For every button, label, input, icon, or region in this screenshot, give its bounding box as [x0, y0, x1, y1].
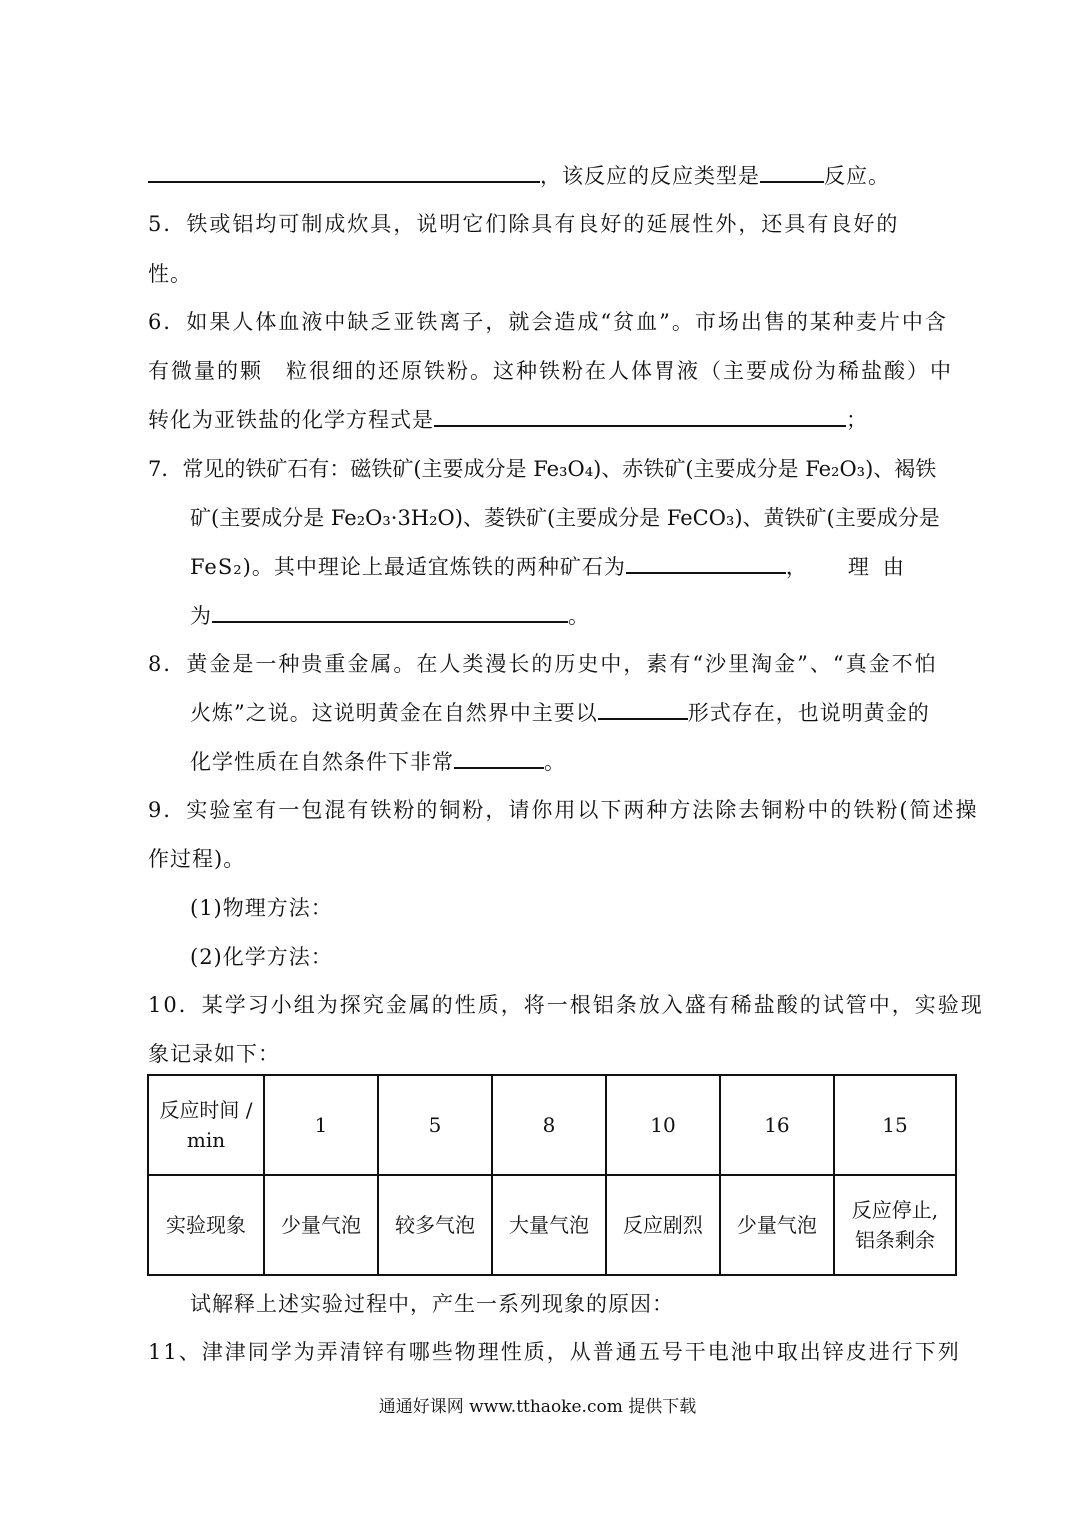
q11-line1: 11、津津同学为弄清锌有哪些物理性质，从普通五号干电池中取出锌皮进行下列: [148, 1340, 961, 1364]
q6-line1: 6．如果人体血液中缺乏亚铁离子，就会造成“贫血”。市场出售的某种麦片中含: [148, 310, 948, 334]
q4-continuation: ，该反应的反应类型是 反应。: [148, 160, 927, 190]
table-cell: 1: [264, 1075, 378, 1175]
table-cell: 16: [720, 1075, 834, 1175]
table-cell: 15: [834, 1075, 956, 1175]
q7-line3: FeS₂)。其中理论上最适宜炼铁的两种矿石为 ， 理由: [190, 555, 918, 579]
table-cell: 反应停止, 铝条剩余: [834, 1175, 956, 1275]
table-cell: 5: [378, 1075, 492, 1175]
q8-line3: 化学性质在自然条件下非常 。: [190, 750, 566, 774]
q6-line2: 有微量的颗 粒很细的还原铁粉。这种铁粉在人体胃液（主要成份为稀盐酸）中: [148, 359, 953, 383]
table-cell: 少量气泡: [720, 1175, 834, 1275]
q7-line2: 矿(主要成分是 Fe₂O₃·3H₂O)、菱铁矿(主要成分是 FeCO₃)、黄铁矿(主要成分是: [190, 506, 940, 530]
table-cell: 8: [492, 1075, 606, 1175]
table-cell: 10: [606, 1075, 720, 1175]
answer-blank: [434, 407, 846, 427]
table-cell: 少量气泡: [264, 1175, 378, 1275]
experiment-table: [147, 1074, 957, 1276]
q10-line2: 象记录如下：: [148, 1042, 280, 1066]
table-cell: 反应剧烈: [606, 1175, 720, 1275]
q5-line2: 性。: [148, 262, 192, 286]
q7-line1: 7．常见的铁矿石有：磁铁矿(主要成分是 Fe₃O₄)、赤铁矿(主要成分是 Fe₂O₃)、褐铁: [148, 457, 937, 481]
page-footer: 通通好课网 www.tthaoke.com 提供下载: [378, 1397, 697, 1417]
table-row: [148, 1075, 956, 1175]
answer-blank: [598, 700, 688, 720]
answer-blank: [626, 554, 786, 574]
table-cell: 大量气泡: [492, 1175, 606, 1275]
q5-line1: 5．铁或铝均可制成炊具，说明它们除具有良好的延展性外，还具有良好的: [148, 212, 900, 236]
table-cell: 反应时间 / min: [148, 1075, 264, 1175]
q10-explanation-prompt: 试解释上述实验过程中，产生一系列现象的原因：: [190, 1292, 674, 1316]
answer-blank: [212, 603, 568, 623]
q8-line2: 火炼”之说。这说明黄金在自然界中主要以 形式存在，也说明黄金的: [190, 701, 930, 725]
q9-chemical-method: (2)化学方法：: [190, 945, 333, 969]
answer-blank: [760, 163, 824, 183]
q6-line3: 转化为亚铁盐的化学方程式是 ；: [148, 408, 868, 432]
q8-line1: 8．黄金是一种贵重金属。在人类漫长的历史中，素有“沙里淘金”、“真金不怕: [148, 652, 938, 676]
q9-physical-method: (1)物理方法：: [190, 896, 333, 920]
table-row: [148, 1175, 956, 1275]
q10-line1: 10．某学习小组为探究金属的性质，将一根铝条放入盛有稀盐酸的试管中，实验现: [148, 993, 984, 1017]
q9-line2: 作过程)。: [148, 847, 246, 871]
table-cell: 较多气泡: [378, 1175, 492, 1275]
q7-line4: 为 。: [190, 604, 590, 628]
answer-blank: [454, 749, 544, 769]
q9-line1: 9．实验室有一包混有铁粉的铜粉，请你用以下两种方法除去铜粉中的铁粉(简述操: [148, 798, 979, 822]
answer-blank: [148, 163, 540, 183]
table-cell: 实验现象: [148, 1175, 264, 1275]
